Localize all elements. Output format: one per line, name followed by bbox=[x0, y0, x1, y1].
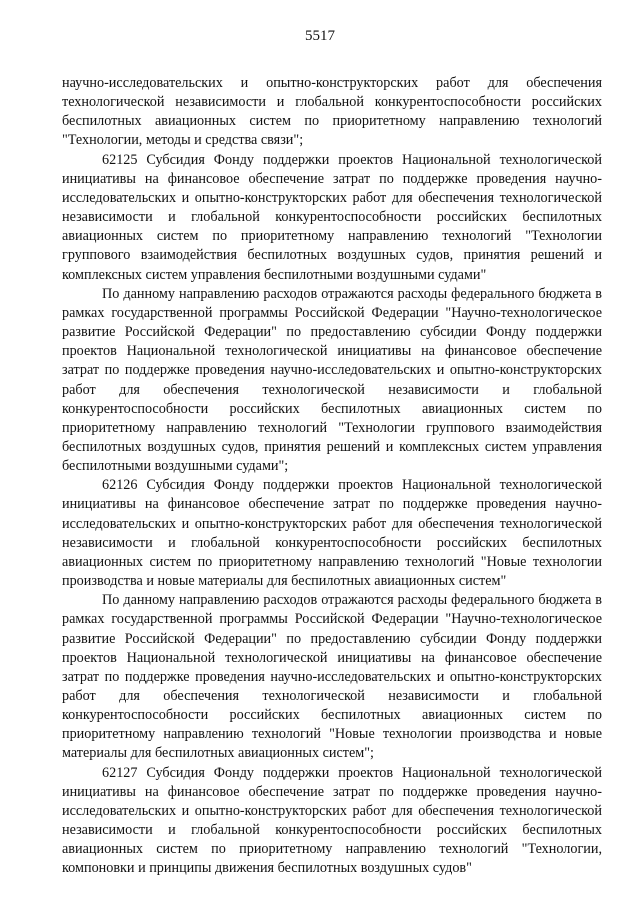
paragraph-62125: 62125 Субсидия Фонду поддержки проектов Национальной технологической инициативы на финансовое обеспечение затрат по поддержке проведения научно-исследовательских и опытно-конструкторских работ для обеспечения технологической независимости и глобальной конкурентоспособности российских беспилотных авиационных систем по приоритетному направлению технологий "Технологии группового взаимодействия беспилотных воздушных судов, принятия решений и комплексных систем управления беспилотными воздушными судами" bbox=[62, 151, 602, 283]
paragraph-62127: 62127 Субсидия Фонду поддержки проектов Национальной технологической инициативы на финансовое обеспечение затрат по поддержке проведения научно-исследовательских и опытно-конструкторских работ для обеспечения технологической независимости и глобальной конкурентоспособности российских беспилотных авиационных систем по приоритетному направлению технологий "Технологии, компоновки и принципы движения беспилотных воздушных судов" bbox=[62, 764, 602, 877]
paragraph-62126: 62126 Субсидия Фонду поддержки проектов Национальной технологической инициативы на финансовое обеспечение затрат по поддержке проведения научно-исследовательских и опытно-конструкторских работ для обеспечения технологической независимости и глобальной конкурентоспособности российских беспилотных авиационных систем по приоритетному направлению технологий "Новые технологии производства и новые материалы для беспилотных авиационных систем" bbox=[62, 477, 602, 590]
document-body bbox=[62, 74, 602, 879]
paragraph-62126-description: По данному направлению расходов отражаются расходы федерального бюджета в рамках государственной программы Российской Федерации "Научно-технологическое развитие Российской Федерации" по предоставлению субсидии Фонду поддержки проектов Национальной технологической инициативы на финансовое обеспечение затрат по поддержке проведения научно-исследовательских и опытно-конструкторских работ для обеспечения технологической независимости и глобальной конкурентоспособности российских беспилотных авиационных систем по приоритетному направлению технологий "Новые технологии производства и новые материалы для беспилотных авиационных систем"; bbox=[62, 592, 602, 762]
paragraph-62125-description: По данному направлению расходов отражаются расходы федерального бюджета в рамках государственной программы Российской Федерации "Научно-технологическое развитие Российской Федерации" по предоставлению субсидии Фонду поддержки проектов Национальной технологической инициативы на финансовое обеспечение затрат по поддержке проведения научно-исследовательских и опытно-конструкторских работ для обеспечения технологической независимости и глобальной конкурентоспособности российских беспилотных авиационных систем по приоритетному направлению технологий "Технологии группового взаимодействия беспилотных воздушных судов, принятия решений и комплексных систем управления беспилотными воздушными судами"; bbox=[62, 285, 602, 475]
page-number: 5517 bbox=[305, 28, 335, 44]
paragraph-continuation: научно-исследовательских и опытно-конструкторских работ для обеспечения технологической независимости и глобальной конкурентоспособности российских беспилотных авиационных систем по приоритетному направлению технологий "Технологии, методы и средства связи"; bbox=[62, 75, 602, 149]
